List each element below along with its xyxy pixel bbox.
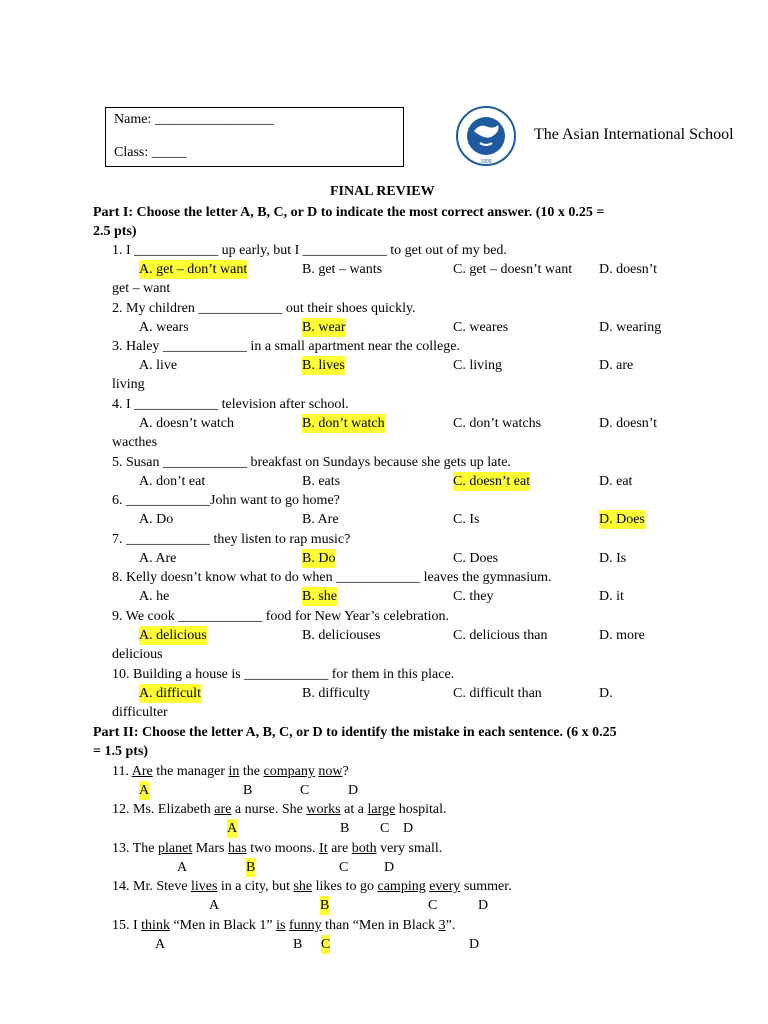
page-title: FINAL REVIEW xyxy=(330,184,435,199)
q5-option-c[interactable]: C. doesn’t eat xyxy=(453,474,531,489)
question-9: 9. We cook ____________ food for New Year’s celebration. xyxy=(112,609,450,624)
q7-option-a[interactable]: A. Are xyxy=(139,551,177,566)
question-10: 10. Building a house is ____________ for them in this place. xyxy=(112,667,455,682)
q2-option-c[interactable]: C. weares xyxy=(453,320,509,335)
question-13: 13. The planet Mars has two moons. It are both very small. xyxy=(112,841,443,856)
q8-option-b[interactable]: B. she xyxy=(302,589,337,604)
q6-option-a[interactable]: A. Do xyxy=(139,512,174,527)
q15-letter-a[interactable]: A xyxy=(155,937,166,952)
q10-option-d-cont: difficulter xyxy=(112,705,168,720)
q9-option-b[interactable]: B. deliciouses xyxy=(302,628,381,643)
school-logo-icon xyxy=(452,105,520,167)
q5-option-a[interactable]: A. don’t eat xyxy=(139,474,206,489)
q6-option-b[interactable]: B. Are xyxy=(302,512,339,527)
q10-option-d[interactable]: D. xyxy=(599,686,613,701)
question-6: 6. ____________John want to go home? xyxy=(112,493,340,508)
q11-letter-c[interactable]: C xyxy=(300,783,310,798)
part1-heading: Part I: Choose the letter A, B, C, or D to indicate the most correct answer. (10 x 0.25 = xyxy=(93,205,605,220)
q13-letter-a[interactable]: A xyxy=(177,860,188,875)
school-name: The Asian International School xyxy=(534,126,734,143)
q15-letter-b[interactable]: B xyxy=(293,937,303,952)
q10-option-c[interactable]: C. difficult than xyxy=(453,686,542,701)
question-14: 14. Mr. Steve lives in a city, but she likes to go camping every summer. xyxy=(112,879,512,894)
part2-heading: Part II: Choose the letter A, B, C, or D to identify the mistake in each sentence. (6 x 0.25 xyxy=(93,725,617,740)
q4-option-c[interactable]: C. don’t watchs xyxy=(453,416,542,431)
q9-option-c[interactable]: C. delicious than xyxy=(453,628,548,643)
q10-option-a[interactable]: A. difficult xyxy=(139,686,201,701)
q14-letter-d[interactable]: D xyxy=(478,898,489,913)
q7-option-b[interactable]: B. Do xyxy=(302,551,336,566)
q14-letter-a[interactable]: A xyxy=(209,898,220,913)
q5-option-b[interactable]: B. eats xyxy=(302,474,341,489)
q12-letter-d[interactable]: D xyxy=(403,821,414,836)
q9-option-a[interactable]: A. delicious xyxy=(139,628,207,643)
question-1: 1. I ____________ up early, but I ____________ to get out of my bed. xyxy=(112,243,507,258)
q3-option-b[interactable]: B. lives xyxy=(302,358,345,373)
question-11: 11. Are the manager in the company now? xyxy=(112,764,349,779)
q12-letter-b[interactable]: B xyxy=(340,821,350,836)
q8-option-c[interactable]: C. they xyxy=(453,589,494,604)
q8-option-d[interactable]: D. it xyxy=(599,589,624,604)
student-info-box xyxy=(105,107,404,167)
q13-letter-d[interactable]: D xyxy=(384,860,395,875)
question-7: 7. ____________ they listen to rap music? xyxy=(112,532,351,547)
q4-option-a[interactable]: A. doesn’t watch xyxy=(139,416,234,431)
q3-option-a[interactable]: A. live xyxy=(139,358,178,373)
q12-letter-a[interactable]: A xyxy=(227,821,238,836)
q7-option-c[interactable]: C. Does xyxy=(453,551,499,566)
q4-option-d-cont: wacthes xyxy=(112,435,158,450)
q6-option-c[interactable]: C. Is xyxy=(453,512,480,527)
question-3: 3. Haley ____________ in a small apartment near the college. xyxy=(112,339,460,354)
q15-letter-d[interactable]: D xyxy=(469,937,480,952)
q9-option-d[interactable]: D. more xyxy=(599,628,645,643)
question-5: 5. Susan ____________ breakfast on Sundays because she gets up late. xyxy=(112,455,511,470)
part2-heading-cont: = 1.5 pts) xyxy=(93,744,149,759)
part1-heading-cont: 2.5 pts) xyxy=(93,224,137,239)
q1-option-d-cont: get – want xyxy=(112,281,171,296)
q3-option-d-cont: living xyxy=(112,377,145,392)
q2-option-a[interactable]: A. wears xyxy=(139,320,189,335)
q12-letter-c[interactable]: C xyxy=(380,821,390,836)
q5-option-d[interactable]: D. eat xyxy=(599,474,633,489)
question-15: 15. I think “Men in Black 1” is funny than “Men in Black 3”. xyxy=(112,918,456,933)
q8-option-a[interactable]: A. he xyxy=(139,589,170,604)
q3-option-d[interactable]: D. are xyxy=(599,358,634,373)
question-8: 8. Kelly doesn’t know what to do when ____________ leaves the gymnasium. xyxy=(112,570,552,585)
name-field[interactable]: Name: _________________ xyxy=(114,112,274,127)
q13-letter-b[interactable]: B xyxy=(246,860,256,875)
q13-letter-c[interactable]: C xyxy=(339,860,349,875)
q1-option-d[interactable]: D. doesn’t xyxy=(599,262,658,277)
q14-letter-c[interactable]: C xyxy=(428,898,438,913)
q3-option-c[interactable]: C. living xyxy=(453,358,503,373)
q9-option-d-cont: delicious xyxy=(112,647,163,662)
q1-option-a[interactable]: A. get – don’t want xyxy=(139,262,248,277)
question-2: 2. My children ____________ out their shoes quickly. xyxy=(112,301,416,316)
question-12: 12. Ms. Elizabeth are a nurse. She works at a large hospital. xyxy=(112,802,447,817)
q6-option-d[interactable]: D. Does xyxy=(599,512,645,527)
question-4: 4. I ____________ television after school. xyxy=(112,397,349,412)
q4-option-b[interactable]: B. don’t watch xyxy=(302,416,385,431)
q14-letter-b[interactable]: B xyxy=(320,898,330,913)
q15-letter-c[interactable]: C xyxy=(321,937,331,952)
q11-letter-d[interactable]: D xyxy=(348,783,359,798)
q11-letter-b[interactable]: B xyxy=(243,783,253,798)
q2-option-b[interactable]: B. wear xyxy=(302,320,346,335)
q4-option-d[interactable]: D. doesn’t xyxy=(599,416,658,431)
q7-option-d[interactable]: D. Is xyxy=(599,551,627,566)
class-field[interactable]: Class: _____ xyxy=(114,145,187,160)
q10-option-b[interactable]: B. difficulty xyxy=(302,686,371,701)
q2-option-d[interactable]: D. wearing xyxy=(599,320,662,335)
svg-text:1999: 1999 xyxy=(480,159,492,165)
q1-option-b[interactable]: B. get – wants xyxy=(302,262,383,277)
q11-letter-a[interactable]: A xyxy=(139,783,150,798)
q1-option-c[interactable]: C. get – doesn’t want xyxy=(453,262,573,277)
